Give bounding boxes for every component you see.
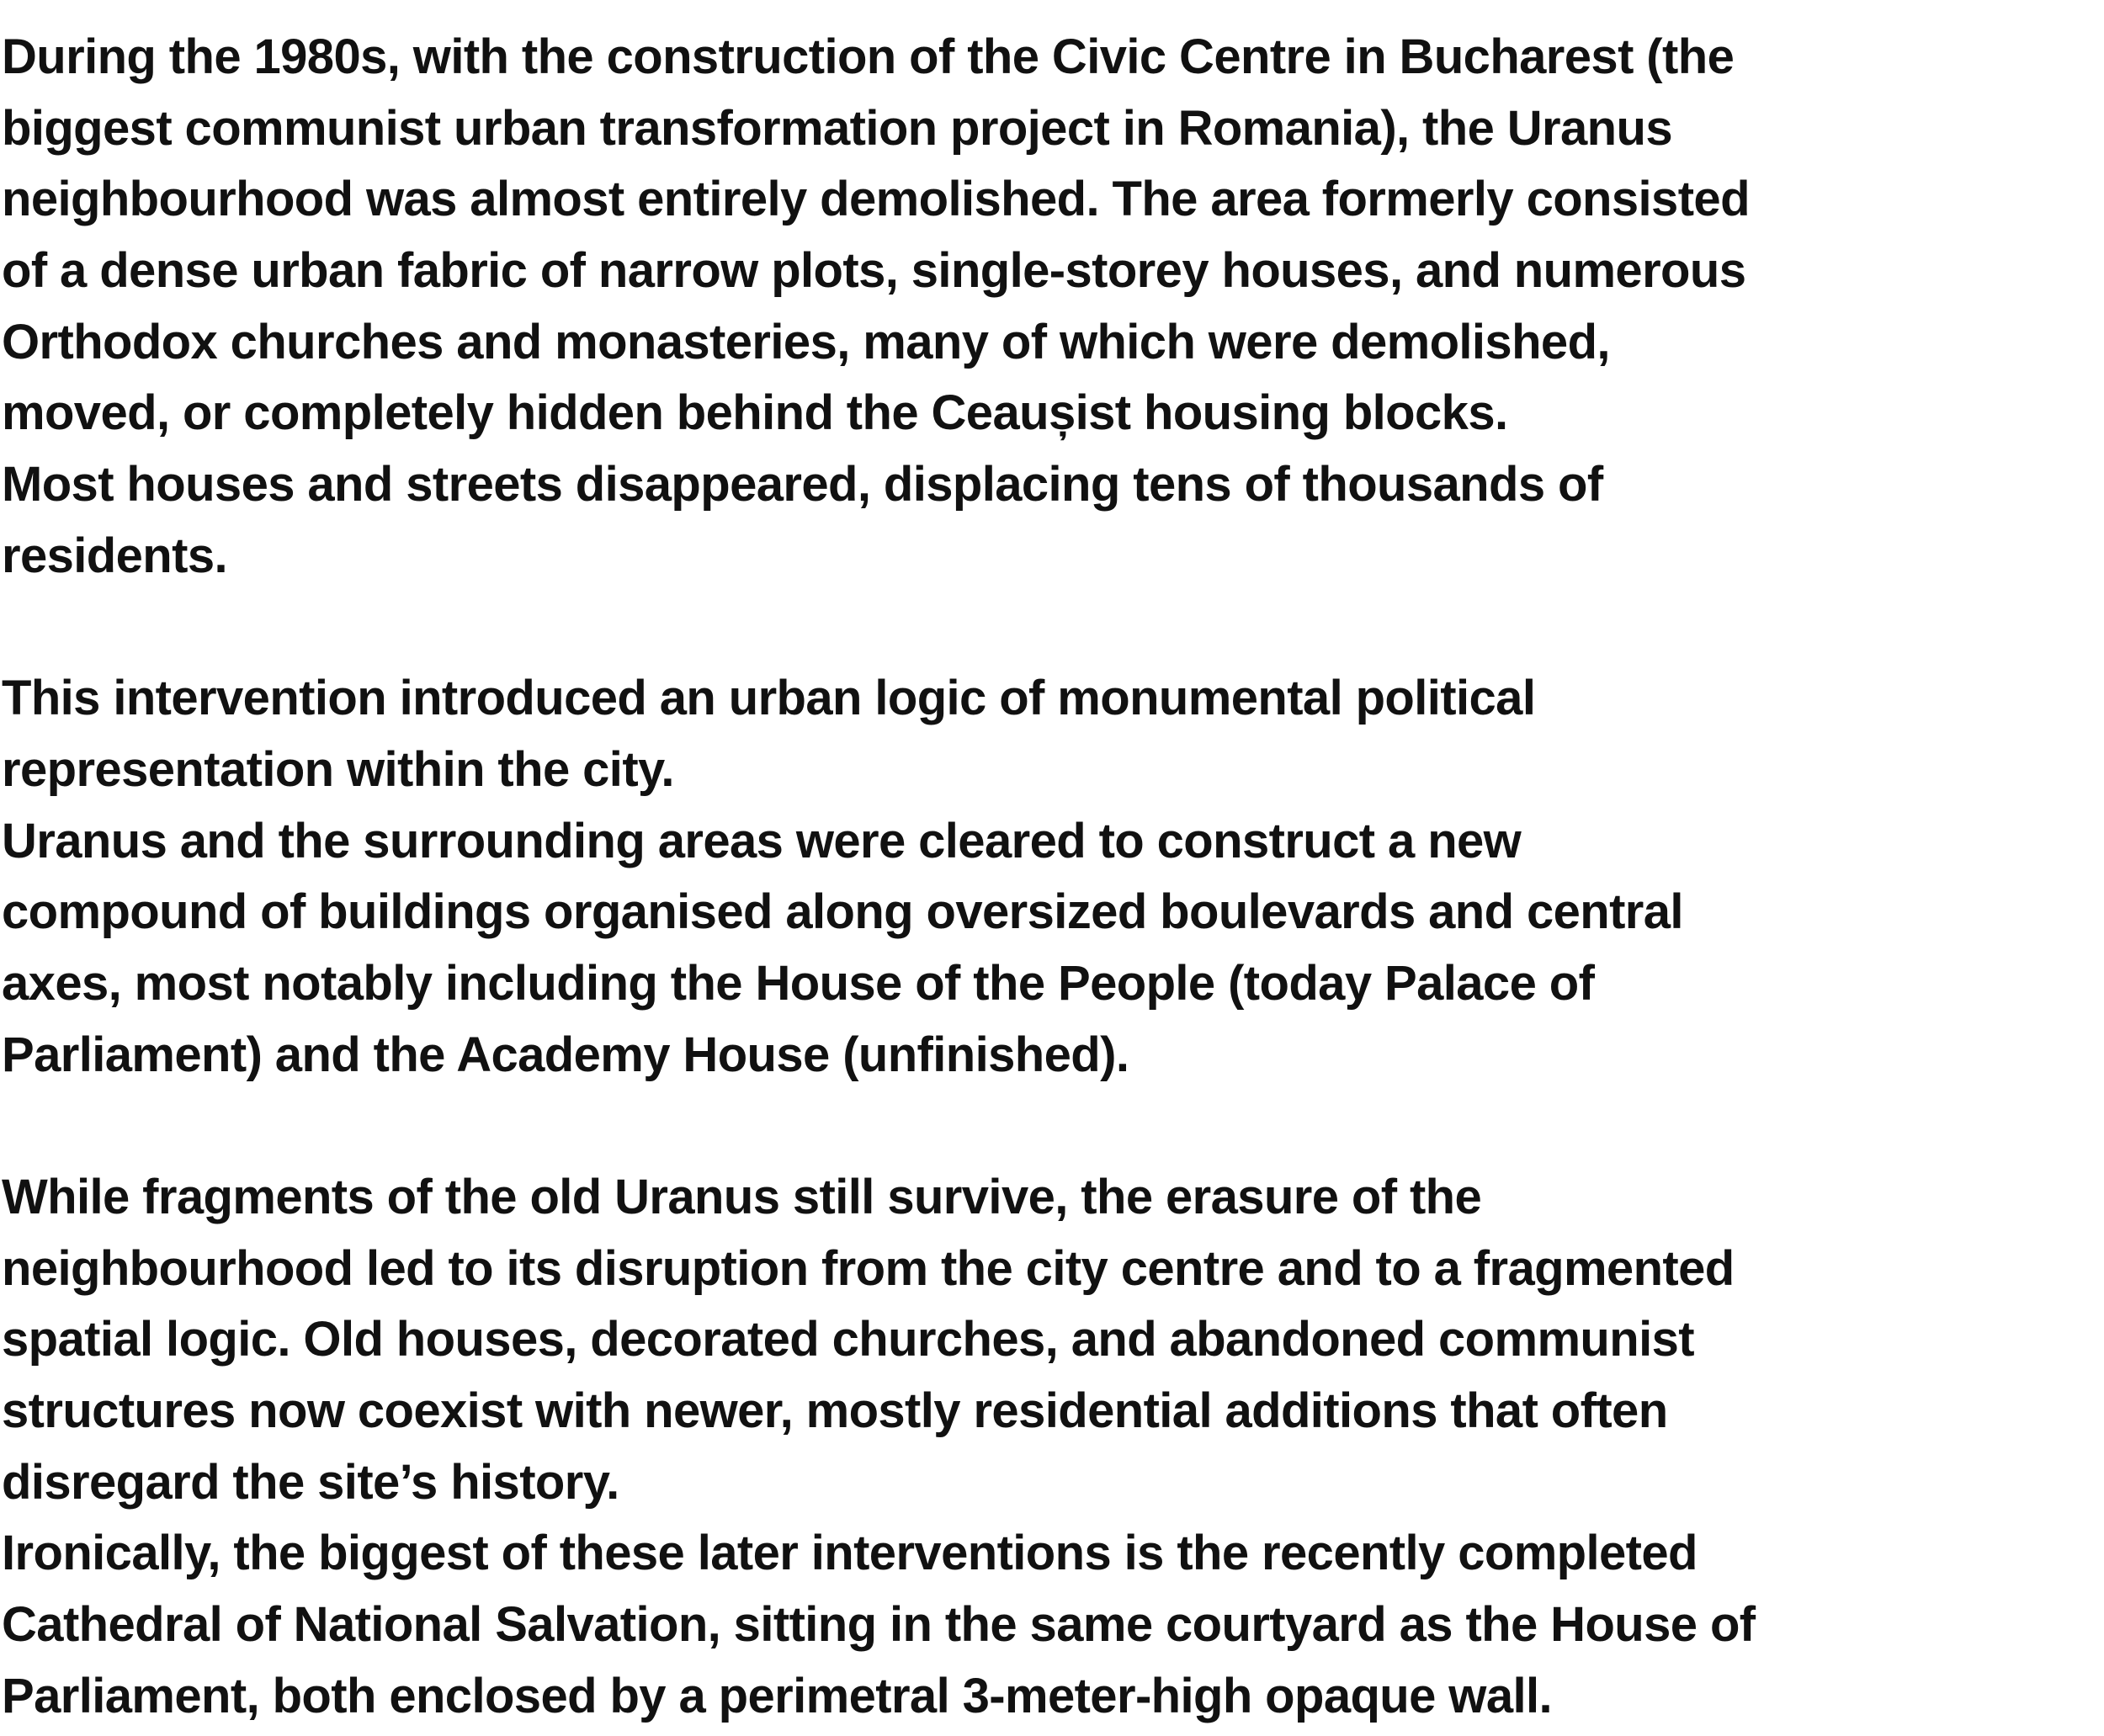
text-line: neighbourhood led to its disruption from the city centre and to a fragmented (2, 1240, 1735, 1296)
text-line: Uranus and the surrounding areas were cleared to construct a new (2, 813, 1522, 868)
text-line: Parliament) and the Academy House (unfinished). (2, 1027, 1129, 1082)
paragraph-gap (2, 1091, 2102, 1162)
text-line: biggest communist urban transformation project in Romania), the Uranus (2, 100, 1672, 156)
text-line: of a dense urban fabric of narrow plots, single-storey houses, and numerous (2, 243, 1746, 299)
paragraph-gap (2, 592, 2102, 664)
text-line: Ironically, the biggest of these later interventions is the recently completed (2, 1526, 1698, 1581)
article-text (2, 22, 2102, 1733)
paragraph-2 (2, 663, 2102, 1091)
text-line: This intervention introduced an urban logic of monumental political (2, 671, 1536, 726)
text-line: disregard the site’s history. (2, 1454, 619, 1510)
text-line: residents. (2, 528, 227, 583)
text-line: compound of buildings organised along oversized boulevards and central (2, 884, 1683, 940)
text-line: Cathedral of National Salvation, sitting in the same courtyard as the House of (2, 1597, 1756, 1653)
paragraph-3 (2, 1162, 2102, 1733)
text-line: moved, or completely hidden behind the Ceaușist housing blocks. (2, 385, 1508, 441)
paragraph-1 (2, 22, 2102, 592)
text-line: Orthodox churches and monasteries, many of which were demolished, (2, 314, 1610, 369)
text-line: representation within the city. (2, 741, 674, 797)
text-line: neighbourhood was almost entirely demolished. The area formerly consisted (2, 172, 1750, 227)
text-line: Most houses and streets disappeared, displacing tens of thousands of (2, 457, 1603, 512)
text-line: Parliament, both enclosed by a perimetral 3-meter-high opaque wall. (2, 1668, 1553, 1723)
text-line: During the 1980s, with the construction of the Civic Centre in Bucharest (the (2, 29, 1735, 84)
text-line: axes, most notably including the House of the People (today Palace of (2, 955, 1595, 1011)
text-line: While fragments of the old Uranus still survive, the erasure of the (2, 1170, 1482, 1224)
text-line: spatial logic. Old houses, decorated churches, and abandoned communist (2, 1312, 1694, 1367)
text-line: structures now coexist with newer, mostly residential additions that often (2, 1383, 1668, 1439)
